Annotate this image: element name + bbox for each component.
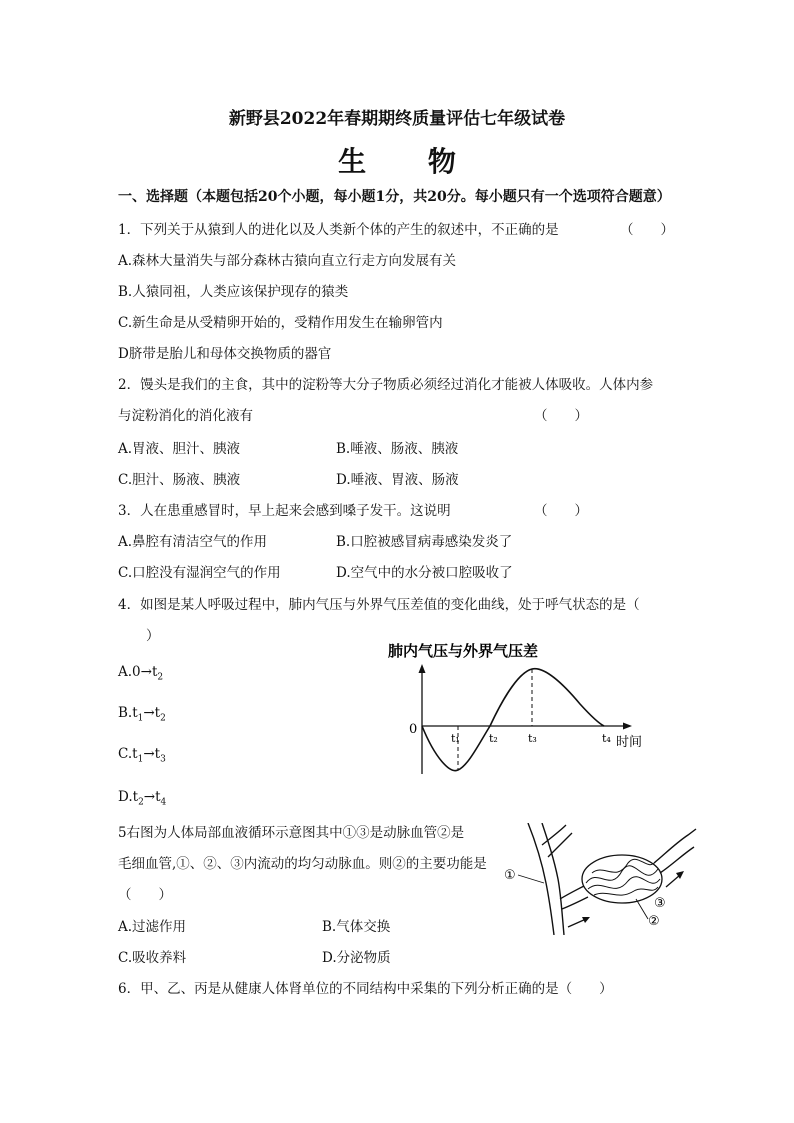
- q2-stem-line1: 2．馒头是我们的主食，其中的淀粉等大分子物质必须经过消化才能被人体吸收。人体内参: [118, 377, 654, 393]
- label-2-leader: [636, 899, 648, 919]
- q2-option-c: C.胆汁、肠液、胰液: [118, 472, 241, 488]
- q5-stem-line2: 毛细血管,①、②、③内流动的均匀动脉血。则②的主要功能是: [118, 856, 487, 872]
- q2-option-a: A.胃液、胆汁、胰液: [118, 441, 241, 457]
- q4-stem-line1: 4．如图是某人呼吸过程中，肺内气压与外界气压差值的变化曲线，处于呼气状态的是（: [118, 597, 640, 613]
- q5-stem-line3: （ ）: [118, 887, 172, 903]
- tick-t1: t₁: [451, 732, 460, 745]
- label-1: ①: [504, 868, 516, 883]
- q3-option-b: B.口腔被感冒病毒感染发炎了: [336, 534, 513, 550]
- q2-stem-line2: 与淀粉消化的消化液有: [118, 408, 253, 424]
- q1-option-b: B.人猿同祖，人类应该保护现存的猿类: [118, 284, 349, 300]
- tick-t4: t₄: [602, 732, 611, 745]
- q1-option-c: C.新生命是从受精卵开始的，受精作用发生在输卵管内: [118, 315, 443, 331]
- q3-option-a: A.鼻腔有清洁空气的作用: [118, 534, 268, 550]
- pressure-curve-figure: [380, 636, 660, 781]
- q4-stem-line2: ）: [146, 628, 160, 644]
- q3-answer-paren: （ ）: [534, 503, 588, 519]
- y-axis-arrow: [419, 664, 426, 673]
- q4-option-c: $C.t_1\to t_3$: [118, 746, 166, 765]
- q5-option-b: B.气体交换: [322, 919, 391, 935]
- capillary-network: [582, 855, 662, 903]
- q1-option-d: D脐带是胎儿和母体交换物质的器官: [118, 346, 332, 362]
- flow-arrow-out: [666, 875, 680, 887]
- q2-option-d: D.唾液、胃液、肠液: [336, 472, 459, 488]
- q1-stem: 1．下列关于从猿到人的进化以及人类新个体的产生的叙述中，不正确的是: [118, 222, 559, 238]
- q4-option-a: $A.0\to t_2$: [118, 664, 164, 683]
- tick-t2: t₂: [489, 732, 498, 745]
- q4-option-b: $B.t_1\to t_2$: [118, 705, 166, 724]
- artery-3-top: [654, 829, 696, 863]
- q6-stem: 6．甲、乙、丙是从健康人体肾单位的不同结构中采集的下列分析正确的是（ ）: [118, 981, 613, 997]
- label-1-leader: [518, 875, 544, 883]
- q3-stem: 3．人在患重感冒时，早上起来会感到嗓子发干。这说明: [118, 503, 451, 519]
- chart-title: 肺内气压与外界气压差: [388, 642, 539, 660]
- label-3: ③: [654, 896, 666, 911]
- q5-option-c: C.吸收养料: [118, 950, 187, 966]
- q1-answer-paren: （ ）: [620, 222, 674, 238]
- q3-option-d: D.空气中的水分被口腔吸收了: [336, 565, 513, 581]
- origin-label: 0: [409, 722, 418, 737]
- x-axis-arrow: [623, 723, 632, 730]
- arteriole-top: [560, 885, 586, 899]
- label-2: ②: [648, 914, 660, 929]
- pressure-curve: [422, 669, 604, 771]
- artery-3-bottom: [660, 847, 694, 873]
- q3-option-c: C.口腔没有湿润空气的作用: [118, 565, 281, 581]
- q5-option-d: D.分泌物质: [322, 950, 391, 966]
- q2-answer-paren: （ ）: [534, 408, 588, 424]
- flow-arrow-in: [568, 919, 586, 927]
- q2-option-b: B.唾液、肠液、胰液: [336, 441, 459, 457]
- arteriole-bottom: [562, 897, 588, 909]
- q4-option-d: $D.t_2\to t_4$: [118, 789, 167, 808]
- circulation-figure: [498, 823, 698, 935]
- subject-title: 生 物: [338, 145, 482, 178]
- tick-t3: t₃: [528, 732, 537, 745]
- x-axis-label: 时间: [616, 735, 643, 750]
- q1-option-a: A.森林大量消失与部分森林古猿向直立行走方向发展有关: [118, 253, 457, 269]
- q5-stem-line1: 5右图为人体局部血液循环示意图其中①③是动脉血管②是: [118, 825, 465, 841]
- q5-option-a: A.过滤作用: [118, 919, 187, 935]
- exam-title: 新野县2022年春期期终质量评估七年级试卷: [228, 109, 566, 129]
- section-heading: 一、选择题（本题包括20个小题，每小题1分，共20分。每小题只有一个选项符合题意）: [118, 189, 671, 205]
